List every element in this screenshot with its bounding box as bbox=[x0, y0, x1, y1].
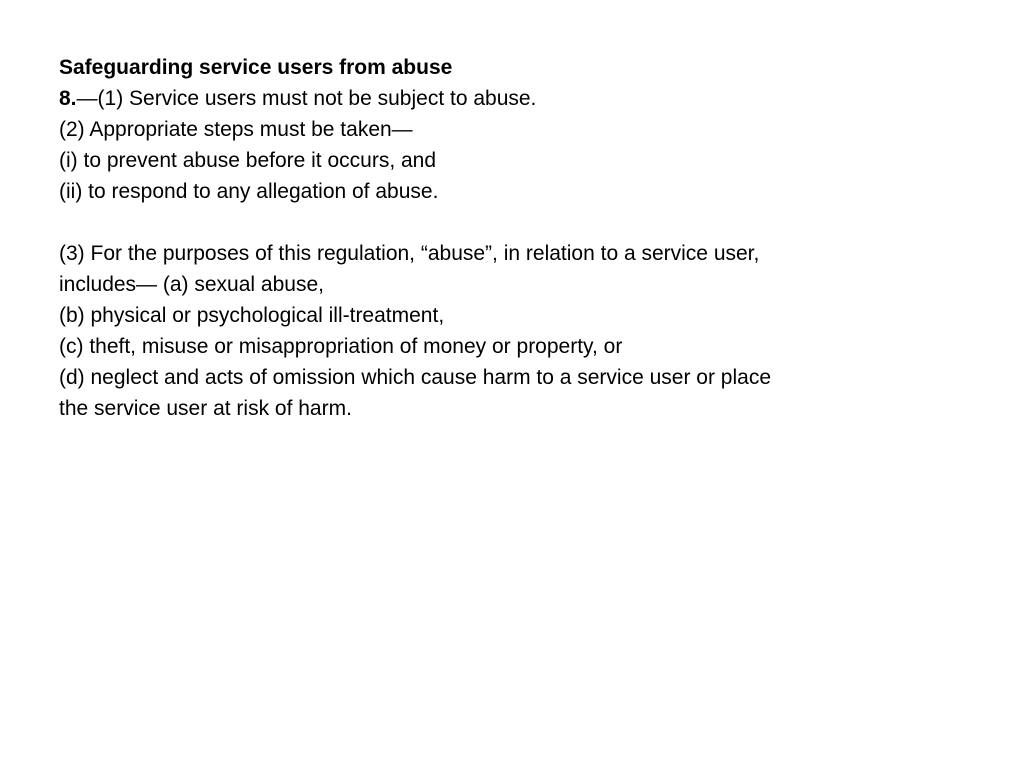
regulation-number: 8. bbox=[59, 87, 77, 110]
text-line: (c) theft, misuse or misappropriation of money or property, or bbox=[59, 335, 623, 358]
text-line: (2) Appropriate steps must be taken— bbox=[59, 118, 413, 141]
text-line: includes— (a) sexual abuse, bbox=[59, 273, 324, 296]
paragraph-gap bbox=[59, 207, 959, 238]
regulation-clause-1 bbox=[59, 83, 959, 114]
text-line: (d) neglect and acts of omission which cause harm to a service user or place bbox=[59, 366, 772, 389]
text-line: (3) For the purposes of this regulation, “abuse”, in relation to a service user, bbox=[59, 242, 760, 265]
text-line: (ii) to respond to any allegation of abuse. bbox=[59, 180, 439, 203]
text-line: (b) physical or psychological ill-treatment, bbox=[59, 304, 445, 327]
regulation-intro: —(1) Service users must not be subject to abuse. bbox=[76, 87, 537, 110]
regulation-text bbox=[59, 52, 959, 424]
regulation-title: Safeguarding service users from abuse bbox=[59, 56, 453, 79]
text-line: (i) to prevent abuse before it occurs, and bbox=[59, 149, 437, 172]
text-line: the service user at risk of harm. bbox=[59, 397, 352, 420]
